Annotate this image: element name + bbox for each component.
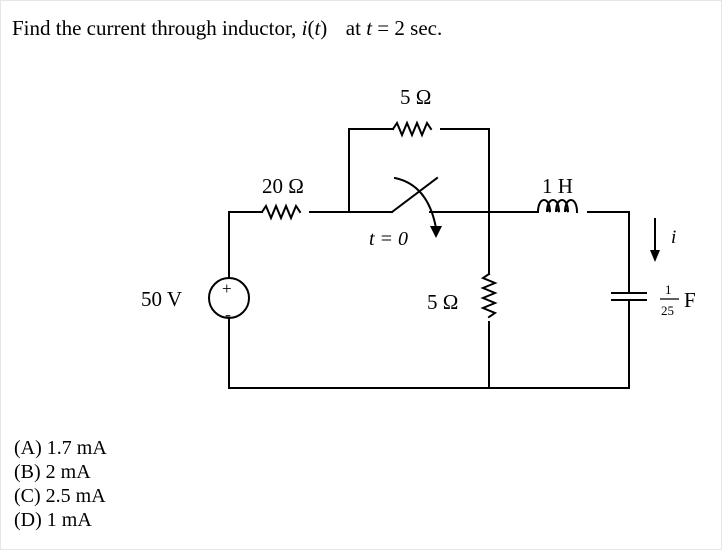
question-text: Find the current through inductor, i(t) at t = 2 sec. [12, 16, 443, 40]
label-inductor: 1 H [542, 174, 573, 198]
label-r-right: 5 Ω [427, 290, 459, 314]
inductor-1H [538, 200, 577, 212]
label-cap-unit: F [684, 288, 696, 312]
question-at: at [345, 16, 361, 40]
label-cap-num: 1 [665, 282, 672, 297]
wire-inductor-right [588, 212, 629, 293]
label-current: i [671, 227, 677, 248]
wire-bottom [229, 318, 629, 388]
wire-left-upper [229, 212, 262, 278]
label-source: 50 V [141, 287, 183, 311]
resistor-top-5-ohm [393, 123, 431, 135]
label-source-minus: - [225, 304, 231, 324]
label-switch-time: t = 0 [369, 228, 409, 250]
label-r-top: 5 Ω [400, 85, 432, 109]
question-func: i [301, 16, 308, 40]
label-r-left: 20 Ω [262, 174, 304, 198]
question-arg: t [314, 16, 321, 40]
wire-top-loop [349, 129, 489, 212]
option-d[interactable]: (D) 1 mA [14, 509, 92, 531]
question-var: t [366, 16, 373, 40]
question-prefix: Find the current through inductor, [12, 16, 297, 40]
option-a[interactable]: (A) 1.7 mA [14, 437, 107, 459]
current-arrow-head [650, 250, 660, 262]
question-eq: = 2 sec. [377, 16, 443, 40]
resistor-20-ohm [262, 206, 300, 218]
option-b[interactable]: (B) 2 mA [14, 461, 91, 483]
option-c[interactable]: (C) 2.5 mA [14, 485, 106, 507]
switch-arrowhead [430, 226, 442, 238]
answer-options [14, 436, 107, 532]
switch-arc [395, 178, 436, 228]
label-cap-den: 25 [661, 303, 674, 318]
resistor-right-5-ohm [483, 274, 495, 317]
label-source-plus: + [222, 279, 232, 298]
